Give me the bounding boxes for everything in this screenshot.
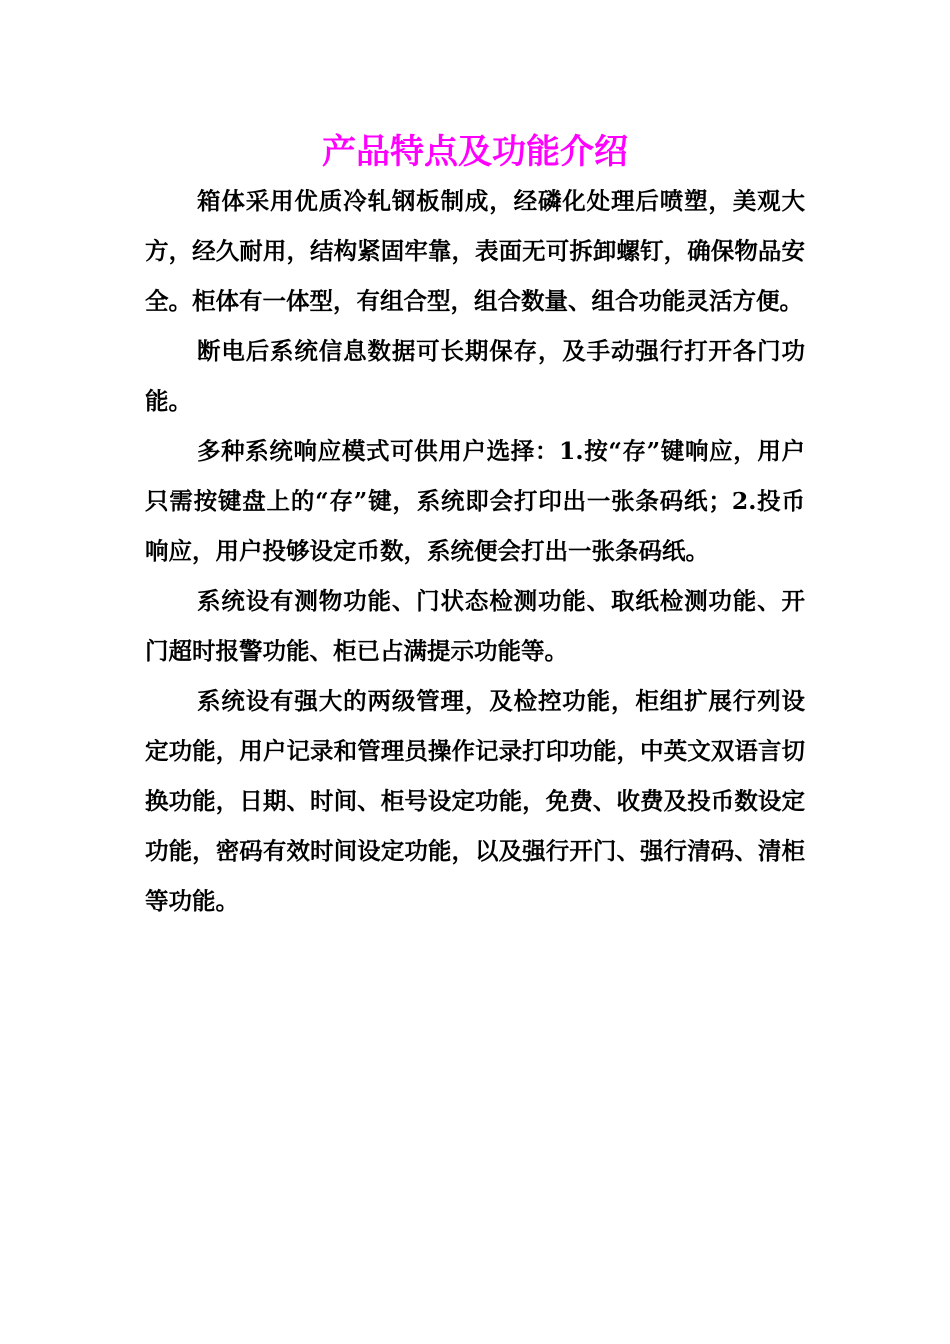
paragraph-detection-functions: 系统设有测物功能、门状态检测功能、取纸检测功能、开门超时报警功能、柜已占满提示功能等。 — [145, 587, 805, 665]
paragraph-response-modes: 多种系统响应模式可供用户选择：1.按“存”键响应，用户只需按键盘上的“存”键，系统即会打印出一张条码纸；2.投币响应，用户投够设定币数，系统便会打出一张条码纸。 — [145, 437, 805, 565]
paragraph-cabinet-construction: 箱体采用优质冷轧钢板制成，经磷化处理后喷塑，美观大方，经久耐用，结构紧固牢靠，表面无可拆卸螺钉，确保物品安全。柜体有一体型，有组合型，组合数量、组合功能灵活方便。 — [145, 187, 805, 315]
document-body — [145, 176, 805, 926]
paragraph-power-off-retention: 断电后系统信息数据可长期保存，及手动强行打开各门功能。 — [145, 337, 805, 415]
paragraph-management-functions: 系统设有强大的两级管理，及检控功能，柜组扩展行列设定功能，用户记录和管理员操作记录打印功能，中英文双语言切换功能，日期、时间、柜号设定功能，免费、收费及投币数设定功能，密码有效时间设定功能，以及强行开门、强行清码、清柜等功能。 — [145, 687, 805, 915]
document-title: 产品特点及功能介绍 — [322, 132, 628, 172]
